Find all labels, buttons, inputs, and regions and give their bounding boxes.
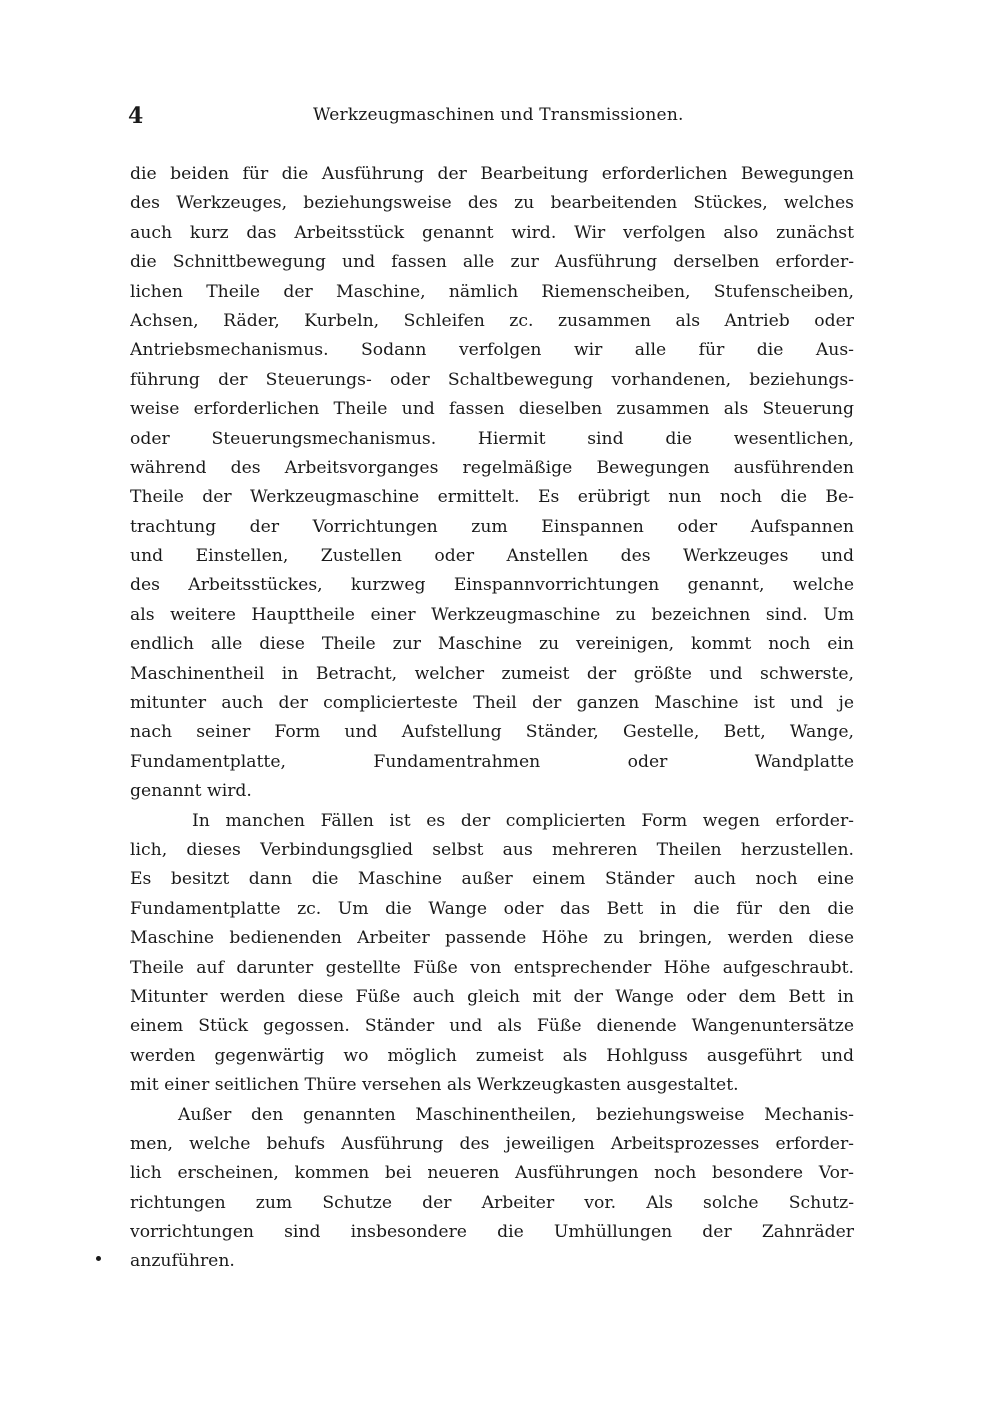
text-line: mit einer seitlichen Thüre versehen als Werkzeugkasten ausgestaltet. xyxy=(130,1075,739,1096)
text-line: Antriebsmechanismus. Sodann verfolgen wir alle für die Aus- xyxy=(130,340,854,361)
page-number: 4 xyxy=(128,103,144,129)
text-line: nach seiner Form und Aufstellung Ständer, Gestelle, Bett, Wange, xyxy=(130,722,854,743)
text-line: trachtung der Vorrichtungen zum Einspannen oder Aufspannen xyxy=(130,516,854,537)
text-line: Mitunter werden diese Füße auch gleich mit der Wange oder dem Bett in xyxy=(130,986,854,1007)
text-line: genannt wird. xyxy=(130,781,252,802)
text-line: einem Stück gegossen. Ständer und als Füße dienende Wangenuntersätze xyxy=(130,1016,854,1037)
text-line: die Schnittbewegung und fassen alle zur Ausführung derselben erforder- xyxy=(130,252,854,273)
text-line: Fundamentplatte zc. Um die Wange oder das Bett in die für den die xyxy=(130,898,854,919)
text-line: vorrichtungen sind insbesondere die Umhüllungen der Zahnräder xyxy=(130,1222,854,1243)
text-line: Theile auf darunter gestellte Füße von entsprechender Höhe aufgeschraubt. xyxy=(130,957,854,978)
text-line: Fundamentplatte, Fundamentrahmen oder Wandplatte xyxy=(130,751,854,772)
text-line: endlich alle diese Theile zur Maschine zu vereinigen, kommt noch ein xyxy=(130,634,854,655)
text-line: führung der Steuerungs- oder Schaltbewegung vorhandenen, beziehungs- xyxy=(130,369,854,390)
text-line: weise erforderlichen Theile und fassen dieselben zusammen als Steuerung xyxy=(130,399,854,420)
text-line: die beiden für die Ausführung der Bearbeitung erforderlichen Bewegungen xyxy=(130,164,854,184)
text-line: oder Steuerungsmechanismus. Hiermit sind die wesentlichen, xyxy=(130,428,854,449)
text-line: auch kurz das Arbeitsstück genannt wird. Wir verfolgen also zunächst xyxy=(130,222,854,243)
text-line: werden gegenwärtig wo möglich zumeist als Hohlguss ausgeführt und xyxy=(130,1045,854,1066)
text-line: während des Arbeitsvorganges regelmäßige Bewegungen ausführenden xyxy=(130,457,854,478)
margin-dot xyxy=(96,1256,101,1261)
text-line: Es besitzt dann die Maschine außer einem Ständer auch noch eine xyxy=(130,869,854,890)
text-line: als weitere Haupttheile einer Werkzeugmaschine zu bezeichnen sind. Um xyxy=(130,604,854,625)
running-title: Werkzeugmaschinen und Transmissionen. xyxy=(313,105,684,125)
text-line: richtungen zum Schutze der Arbeiter vor. Als solche Schutz- xyxy=(130,1192,854,1213)
text-line: Achsen, Räder, Kurbeln, Schleifen zc. zusammen als Antrieb oder xyxy=(130,310,854,331)
text-line: lich, dieses Verbindungsglied selbst aus mehreren Theilen herzustellen. xyxy=(130,839,854,860)
text-line: des Werkzeuges, beziehungsweise des zu bearbeitenden Stückes, welches xyxy=(130,193,854,214)
text-line: und Einstellen, Zustellen oder Anstellen des Werkzeuges und xyxy=(130,546,854,567)
text-line: Maschinentheil in Betracht, welcher zumeist der größte und schwerste, xyxy=(130,663,854,684)
page-header xyxy=(128,103,853,133)
text-line: lichen Theile der Maschine, nämlich Riemenscheiben, Stufenscheiben, xyxy=(130,281,854,302)
text-line: lich erscheinen, kommen bei neueren Ausführungen noch besondere Vor- xyxy=(130,1163,854,1184)
paragraph-first-line: Außer den genannten Maschinentheilen, beziehungsweise Mechanis- xyxy=(178,1104,854,1125)
body-text xyxy=(130,160,854,1277)
text-line: des Arbeitsstückes, kurzweg Einspannvorrichtungen genannt, welche xyxy=(130,575,854,596)
text-line: men, welche behufs Ausführung des jeweiligen Arbeitsprozesses erforder- xyxy=(130,1133,854,1154)
text-line: mitunter auch der complicierteste Theil der ganzen Maschine ist und je xyxy=(130,693,854,714)
text-line: Theile der Werkzeugmaschine ermittelt. Es erübrigt nun noch die Be- xyxy=(130,487,854,508)
text-line: anzuführen. xyxy=(130,1251,235,1272)
paragraph-first-line: In manchen Fällen ist es der complicierten Form wegen erforder- xyxy=(192,810,854,831)
text-line: Maschine bedienenden Arbeiter passende Höhe zu bringen, werden diese xyxy=(130,928,854,949)
